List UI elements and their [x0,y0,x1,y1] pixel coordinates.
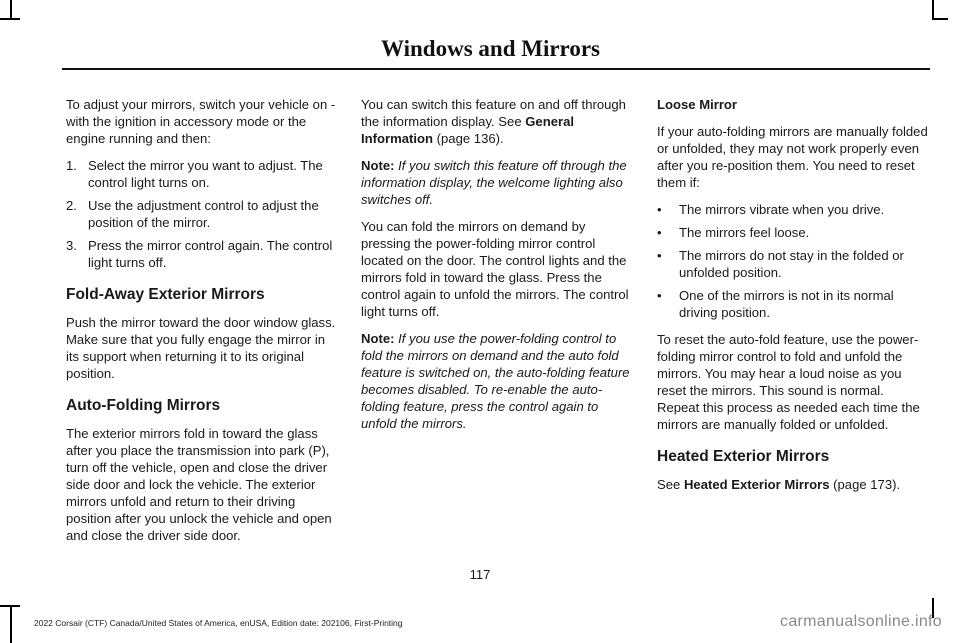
bullet-text: One of the mirrors is not in its normal driving position. [679,288,894,320]
bullet-icon: • [657,225,662,240]
step-text: Press the mirror control again. The control light turns off. [88,238,333,270]
column-3 [657,96,929,503]
adjust-steps-list [66,157,338,271]
see-text: See [657,477,681,492]
crop-mark [932,0,934,20]
list-item [657,201,929,218]
switch-paragraph [361,96,633,147]
crop-mark [0,605,20,607]
crop-mark [10,605,12,643]
crop-mark [0,18,20,20]
heated-exterior-mirrors-link[interactable]: Heated Exterior Mirrors [683,477,830,492]
note-paragraph [361,157,633,208]
section-heading-auto-folding: Auto-Folding Mirrors [66,397,221,414]
note-text: If you use the power-folding control to fold the mirrors on demand and the auto fold feature is switched on, the auto-folding feature becomes disabled. To re-enable the auto-folding feature, press the control again to unfold the mirrors. [361,331,630,431]
list-item [66,197,338,231]
column-1 [66,96,338,554]
page-number: 117 [469,567,491,582]
step-text: Select the mirror you want to adjust. The control light turns on. [88,158,323,190]
loose-mirror-paragraph: If your auto-folding mirrors are manually folded or unfolded, they may not work properly even after you re-position them. You need to reset them if: [657,124,928,190]
section-heading-heated-mirrors: Heated Exterior Mirrors [657,448,830,465]
reset-conditions-list [657,201,929,321]
footer-edition-info: 2022 Corsair (CTF) Canada/United States of America, enUSA, Edition date: 202106, First-Printing [34,618,403,628]
note-label: Note: [361,158,395,173]
bullet-icon: • [657,288,662,303]
bullet-icon: • [657,248,662,263]
watermark: carmanualsonline.info [780,613,942,630]
page-title: Windows and Mirrors [381,36,600,61]
list-item [66,157,338,191]
section-heading-fold-away: Fold-Away Exterior Mirrors [66,286,265,303]
crop-mark [932,18,948,20]
list-item [66,237,338,271]
note-label: Note: [361,331,395,346]
page-reference: (page 136). [436,131,504,146]
page-reference: (page 173). [833,477,901,492]
section-heading-loose-mirror: Loose Mirror [657,97,738,112]
heated-paragraph [657,476,929,493]
auto-folding-paragraph: The exterior mirrors fold in toward the glass after you place the transmission into park (P), turn off the vehicle, open and close the driver side door and lock the vehicle. The exterior mirrors unfold and return to their driving position after you unlock the vehicle and open and close the driver side door. [66,426,332,543]
switch-text: You can switch this feature on and off through the information display. See [361,97,626,129]
column-2 [361,96,633,442]
note-paragraph [361,330,633,432]
list-item [657,224,929,241]
fold-away-paragraph: Push the mirror toward the door window glass. Make sure that you fully engage the mirror in its support when returning it to its original position. [66,315,336,381]
step-number: 2. [66,198,77,213]
bullet-text: The mirrors vibrate when you drive. [679,202,885,217]
step-text: Use the adjustment control to adjust the position of the mirror. [88,198,319,230]
bullet-text: The mirrors do not stay in the folded or unfolded position. [679,248,904,280]
list-item [657,247,929,281]
step-number: 3. [66,238,77,253]
general-information-link[interactable]: General Information [361,114,575,146]
header-divider [62,68,930,70]
crop-mark [10,0,12,20]
fold-on-demand-paragraph: You can fold the mirrors on demand by pressing the power-folding mirror control located on the door. The control lights and the mirrors fold in toward the glass. Press the control again to unfold the mirrors. The control light turns off. [361,219,629,319]
step-number: 1. [66,158,77,173]
note-text: If you switch this feature off through the information display, the welcome lighting also switches off. [361,158,627,207]
reset-paragraph: To reset the auto-fold feature, use the power-folding mirror control to fold and unfold the mirrors. You may hear a loud noise as you reset the mirrors. This sound is normal. Repeat this process as needed each time the mirrors are manually folded or unfolded. [657,332,920,432]
bullet-icon: • [657,202,662,217]
bullet-text: The mirrors feel loose. [679,225,810,240]
list-item [657,287,929,321]
intro-paragraph: To adjust your mirrors, switch your vehicle on - with the ignition in accessory mode or the engine running and then: [66,97,336,146]
